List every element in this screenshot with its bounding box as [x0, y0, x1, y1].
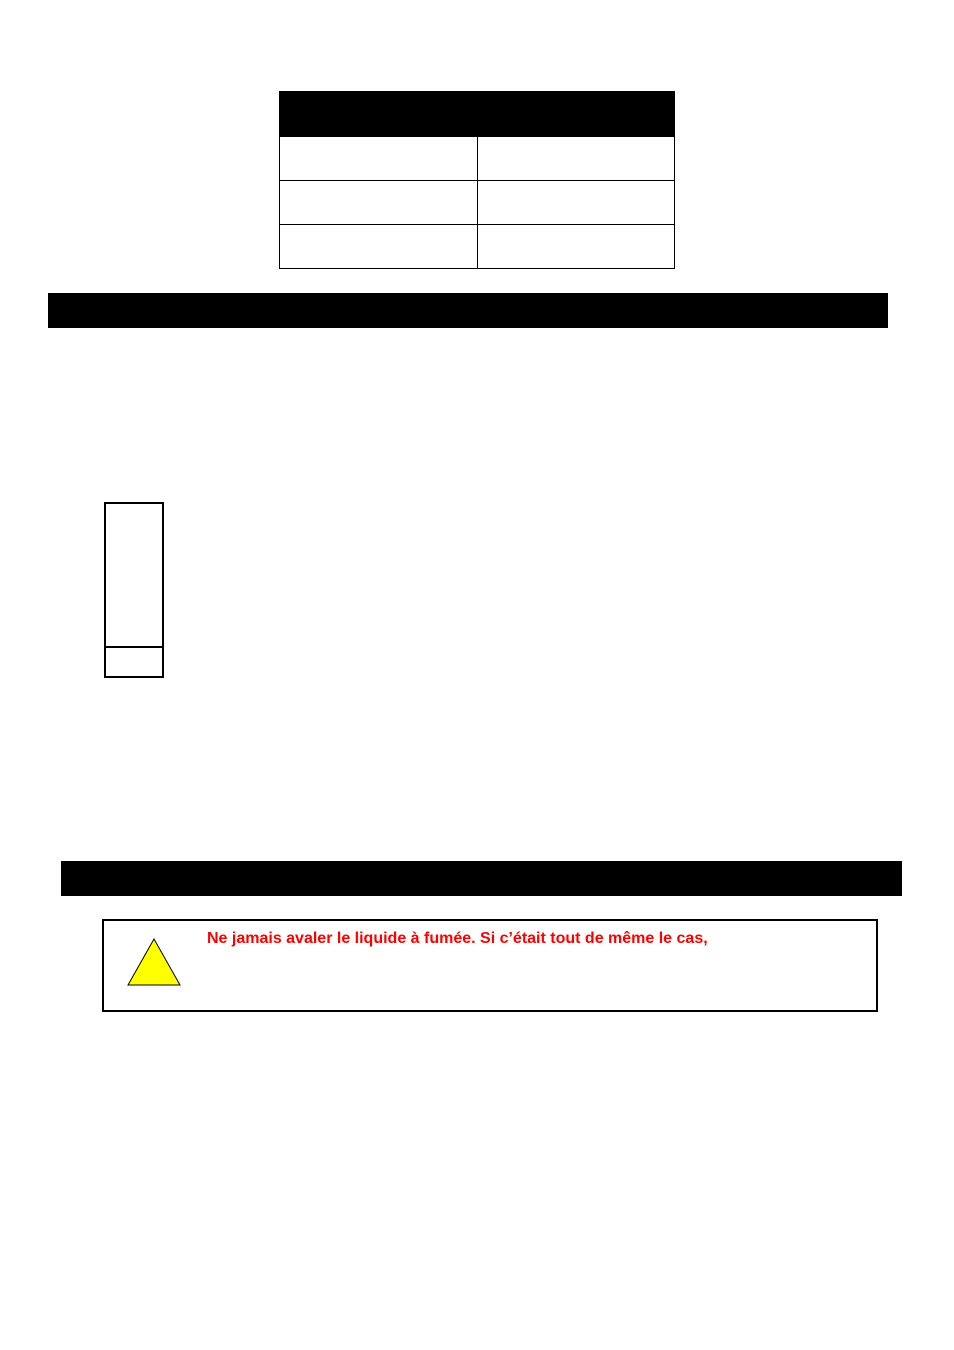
table-cell — [280, 225, 478, 269]
table-header — [280, 92, 675, 137]
spec-table — [279, 91, 675, 269]
warning-box — [102, 919, 878, 1012]
section-header-bar — [61, 861, 902, 896]
level-gauge — [104, 502, 164, 678]
warning-triangle-icon — [126, 937, 182, 987]
table-cell — [280, 181, 478, 225]
table-cell — [477, 181, 675, 225]
table-cell — [477, 225, 675, 269]
warning-text: Ne jamais avaler le liquide à fumée. Si c’était tout de même le cas, — [207, 930, 708, 947]
gauge-divider — [106, 646, 162, 648]
table-cell — [280, 137, 478, 181]
section-header-bar — [48, 293, 888, 328]
table-row — [280, 137, 675, 181]
table-cell — [477, 137, 675, 181]
table-header-row — [280, 92, 675, 137]
table-row — [280, 225, 675, 269]
table-row — [280, 181, 675, 225]
